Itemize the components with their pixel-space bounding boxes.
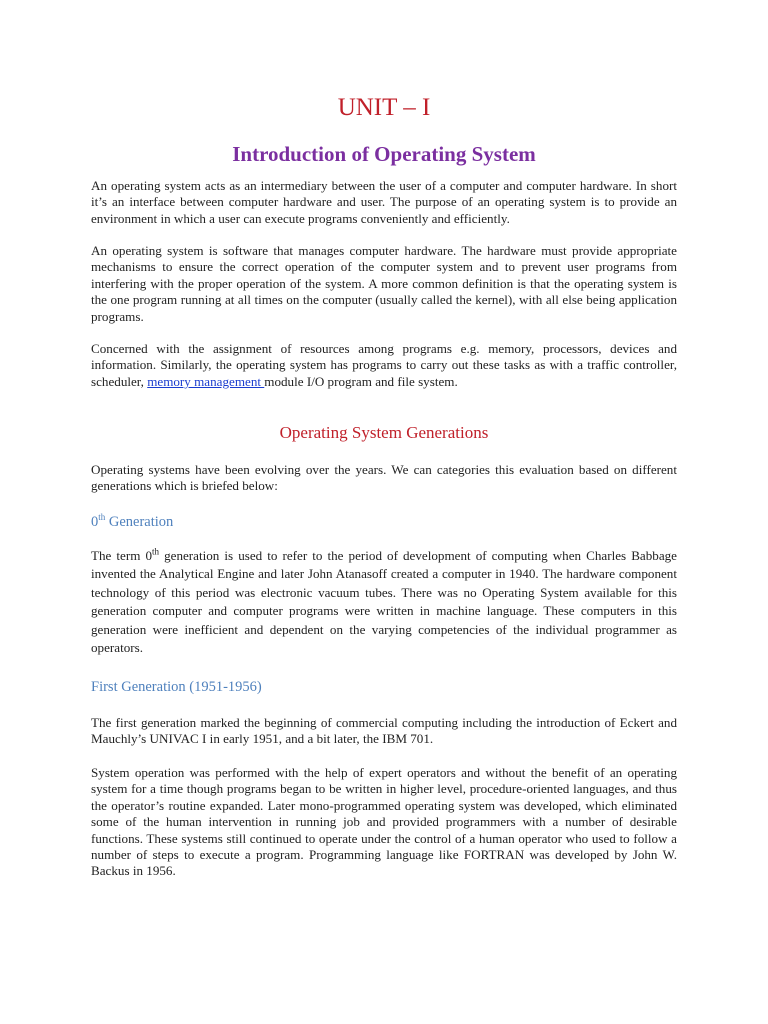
- intro-paragraph-3-text-end: module I/O program and file system.: [264, 373, 458, 389]
- gen0-heading-text: Generation: [105, 514, 174, 530]
- section-title-generations: Operating System Generations: [279, 423, 489, 442]
- gen0-paragraph-rest: generation is used to refer to the period of development of computing when Charles Babbage invented the Analytical Engine and later John Atanasoff created a computer in 1940. The hardware component technology of this period was electronic vacuum tubes. There was no Operating System available for this generation computer and computer programs were written in machine language. These computers in this generation were inefficient and dependent on the varying competencies of the individual programmer as operators.: [91, 548, 677, 656]
- intro-paragraph-2: An operating system is software that manages computer hardware. The hardware must provide appropriate mechanisms to ensure the correct operation of the computer system and to prevent user programs from interfering with the proper operation of the system. A more common definition is that the operating system is the one program running at all times on the computer (usually called the kernel), with all else being application programs.: [91, 243, 677, 324]
- gen0-heading-sup: th: [98, 512, 106, 523]
- gen0-heading-num: 0: [91, 514, 99, 530]
- unit-title: UNIT – I: [337, 94, 431, 121]
- intro-paragraph-1: An operating system acts as an intermediary between the user of a computer and computer hardware. In short it’s an interface between computer hardware and user. The purpose of an operating system is to provide an environment in which a user can execute programs conveniently and efficiently.: [91, 178, 677, 226]
- gen1-paragraph-1: The first generation marked the beginning of commercial computing including the introduction of Eckert and Mauchly’s UNIVAC I in early 1951, and a bit later, the IBM 701.: [91, 715, 677, 747]
- document-title: Introduction of Operating System: [232, 142, 536, 166]
- intro-paragraph-3: [91, 341, 677, 390]
- gen0-paragraph: [91, 547, 677, 657]
- gen0-paragraph-sup: th: [152, 546, 160, 557]
- memory-management-link[interactable]: memory management: [147, 373, 265, 389]
- gen0-heading: [91, 512, 173, 532]
- gen1-paragraph-2: System operation was performed with the help of expert operators and without the benefit of an operating system for a time though programs began to be written in higher level, procedure-oriented languages, and thus the operator’s routine expanded. Later mono-programmed operating system was developed, which eliminated some of the human intervention in running job and provided programmers with a number of desirable functions. These systems still continued to operate under the control of a human operator who used to follow a number of steps to execute a program. Programming language like FORTRAN was developed by John W. Backus in 1956.: [91, 765, 677, 879]
- intro-paragraph-3-text: Concerned with the assignment of resources among programs e.g. memory, processors, devices and information. Similarly, the operating system has programs to carry out these tasks as with a traffic controller, scheduler,: [91, 341, 677, 389]
- generations-intro-paragraph: Operating systems have been evolving over the years. We can categories this evaluation based on different generations which is briefed below:: [91, 462, 677, 494]
- gen1-heading: First Generation (1951-1956): [91, 679, 262, 695]
- gen0-paragraph-start: The term 0: [91, 548, 153, 563]
